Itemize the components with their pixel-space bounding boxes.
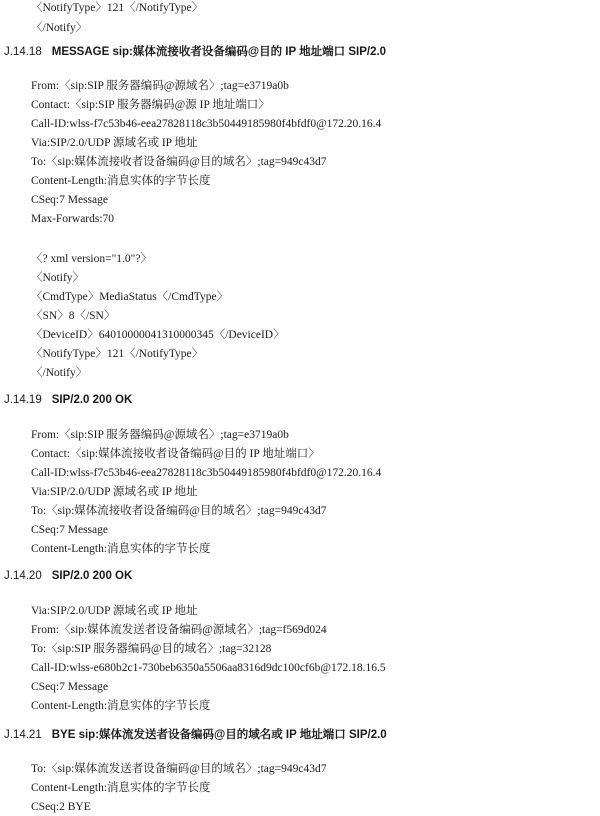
text-line: Via:SIP/2.0/UDP 源域名或 IP 地址 <box>31 486 198 498</box>
section-heading <box>4 728 387 742</box>
text-line: Call-ID:wlss-f7c53b46-eea27828118c3b50449185980f4bfdf0@172.20.16.4 <box>31 467 382 479</box>
section-title: BYE sip:媒体流发送者设备编码@目的域名或 IP 地址端口 SIP/2.0 <box>51 729 387 741</box>
text-line: 〈Notify〉 <box>31 272 85 284</box>
text-line: 〈? xml version="1.0"?〉 <box>31 253 152 265</box>
text-line: Max-Forwards:70 <box>31 213 115 225</box>
text-line: 〈/Notify〉 <box>31 22 88 34</box>
section-title: MESSAGE sip:媒体流接收者设备编码@目的 IP 地址端口 SIP/2.0 <box>51 46 387 58</box>
section-heading <box>4 569 132 583</box>
text-line: From:〈sip:媒体流发送者设备编码@源域名〉;tag=f569d024 <box>31 624 327 636</box>
text-line: 〈/Notify〉 <box>31 367 88 379</box>
text-line: From:〈sip:SIP 服务器编码@源域名〉;tag=e3719a0b <box>31 429 289 441</box>
text-line: Content-Length:消息实体的字节长度 <box>31 543 211 555</box>
text-line: Content-Length:消息实体的字节长度 <box>31 782 211 794</box>
text-line: CSeq:7 Message <box>31 194 108 206</box>
text-line: CSeq:7 Message <box>31 681 108 693</box>
section-number: J.14.20 <box>4 570 42 582</box>
text-line: Via:SIP/2.0/UDP 源域名或 IP 地址 <box>31 605 198 617</box>
text-line: Contact:〈sip:媒体流接收者设备编码@目的 IP 地址端口〉 <box>31 448 320 460</box>
section-title: SIP/2.0 200 OK <box>51 394 133 406</box>
text-line: Content-Length:消息实体的字节长度 <box>31 700 211 712</box>
text-line: From:〈sip:SIP 服务器编码@源域名〉;tag=e3719a0b <box>31 80 289 92</box>
text-line: 〈NotifyType〉121〈/NotifyType〉 <box>31 348 204 360</box>
text-line: Via:SIP/2.0/UDP 源域名或 IP 地址 <box>31 137 198 149</box>
text-line: CSeq:7 Message <box>31 524 108 536</box>
text-line: 〈CmdType〉MediaStatus〈/CmdType〉 <box>31 291 229 303</box>
text-line: To:〈sip:媒体流接收者设备编码@目的域名〉;tag=949c43d7 <box>31 156 327 168</box>
section-title: SIP/2.0 200 OK <box>51 570 133 582</box>
section-number: J.14.19 <box>4 394 42 406</box>
text-line: To:〈sip:媒体流接收者设备编码@目的域名〉;tag=949c43d7 <box>31 505 327 517</box>
text-line: To:〈sip:SIP 服务器编码@目的域名〉;tag=32128 <box>31 643 272 655</box>
text-line: Call-ID:wlss-e680b2c1-730beb6350a5506aa8316d9dc100cf6b@172.18.16.5 <box>31 662 386 674</box>
text-line: Call-ID:wlss-f7c53b46-eea27828118c3b50449185980f4bfdf0@172.20.16.4 <box>31 118 382 130</box>
section-heading <box>4 393 132 407</box>
section-number: J.14.21 <box>4 729 42 741</box>
section-number: J.14.18 <box>4 46 42 58</box>
text-line: CSeq:2 BYE <box>31 801 91 813</box>
text-line: 〈NotifyType〉121〈/NotifyType〉 <box>31 2 204 14</box>
text-line: 〈DeviceID〉64010000041310000345〈/DeviceID〉 <box>31 329 285 341</box>
text-line: Contact:〈sip:SIP 服务器编码@源 IP 地址端口〉 <box>31 99 270 111</box>
text-line: To:〈sip:媒体流发送者设备编码@目的域名〉;tag=949c43d7 <box>31 763 327 775</box>
text-line: Content-Length:消息实体的字节长度 <box>31 175 211 187</box>
section-heading <box>4 45 386 59</box>
text-line: 〈SN〉8〈/SN〉 <box>31 310 116 322</box>
